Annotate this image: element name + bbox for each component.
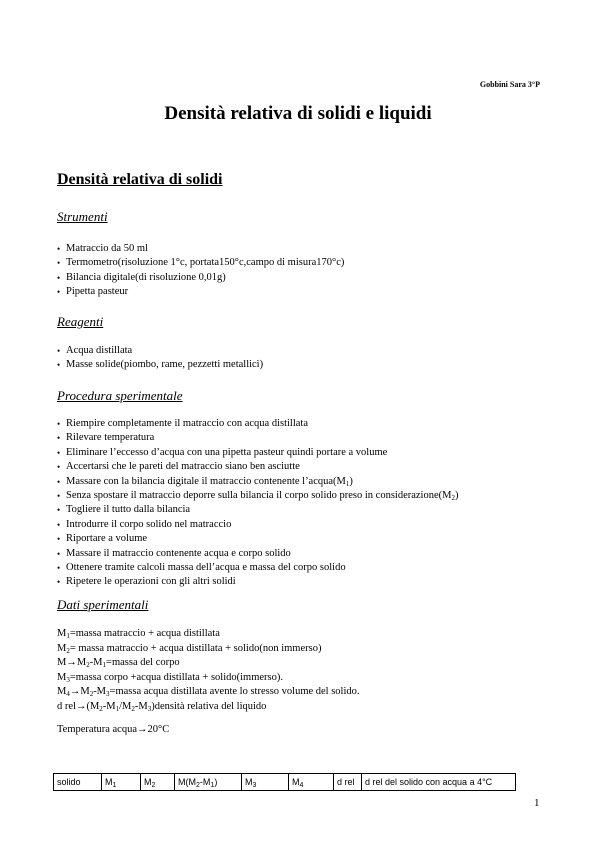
table-header-row: [54, 774, 516, 791]
list-item: • Eliminare l’eccesso d’acqua con una pipetta pasteur quindi portare a volume: [57, 446, 458, 460]
temperature-line: Temperatura acqua→20°C: [57, 724, 170, 735]
list-item: • Massare con la bilancia digitale il matraccio contenente $l’acqua(M_1)$: [57, 475, 458, 489]
table-header: $M(M_2-M_1)$: [175, 774, 242, 791]
reagenti-list: [57, 344, 263, 373]
page-number: 1: [534, 797, 540, 809]
table-header: d rel del solido con acqua a 4°C: [362, 774, 516, 791]
dati-line: $M_1=massa$ matraccio + acqua distillata: [57, 628, 220, 640]
list-item: • Matraccio da 50 ml: [57, 242, 344, 256]
dati-line: $M_3=massa$ corpo +acqua distillata + solido(immerso).: [57, 671, 283, 684]
table-header: $M_2$: [141, 774, 175, 791]
author-label: Gobbini Sara 3°P: [479, 80, 540, 89]
list-item: • Introdurre il corpo solido nel matraccio: [57, 518, 458, 532]
dati-line: $M_2=$ massa matraccio + acqua distillata + solido(non immerso): [57, 642, 322, 655]
section-title: Densità relativa di solidi: [57, 171, 223, 188]
list-item: • Termometro(risoluzione 1°c, portata150°c,campo di misura170°c): [57, 256, 344, 270]
list-item: • Accertarsi che le pareti del matraccio siano ben asciutte: [57, 460, 458, 474]
procedura-list: [57, 417, 458, 590]
strumenti-list: [57, 242, 344, 300]
list-item: • Bilancia digitale(di risoluzione 0,01g): [57, 271, 344, 285]
table-header: $M_4$: [289, 774, 334, 791]
dati-line: $M_4\to M_2-M_3=massa$ acqua distillata avente lo stresso volume del solido.: [57, 686, 360, 698]
list-item: • Rilevare temperatura: [57, 431, 458, 445]
list-item: • Masse solide(piombo, rame, pezzetti metallici): [57, 358, 263, 372]
data-table: [53, 773, 516, 791]
list-item: • Riempire completamente il matraccio con acqua distillata: [57, 417, 458, 431]
dati-line: d $rel\to(M_2-M_1/M_2-M_3)densità$ relativa del liquido: [57, 700, 267, 713]
table-header: d rel: [334, 774, 362, 791]
list-item: • Togliere il tutto dalla bilancia: [57, 503, 458, 517]
dati-line: $M\to M_2-M_1=massa$ del corpo: [57, 657, 180, 669]
list-item: • Senza spostare il matraccio deporre sulla bilancia il corpo solido preso in $considerazione(M_2)$: [57, 489, 458, 503]
list-item: • Acqua distillata: [57, 344, 263, 358]
document-title: Densità relativa di solidi e liquidi: [164, 103, 432, 124]
reagenti-heading: Reagenti: [57, 314, 104, 329]
strumenti-heading: Strumenti: [57, 209, 108, 224]
list-item: • Ripetere le operazioni con gli altri solidi: [57, 575, 458, 589]
dati-lines: [57, 627, 360, 714]
list-item: • Massare il matraccio contenente acqua e corpo solido: [57, 547, 458, 561]
table-header: $M_3$: [242, 774, 289, 791]
table-header: $M_1$: [102, 774, 141, 791]
list-item: • Ottenere tramite calcoli massa dell’acqua e massa del corpo solido: [57, 561, 458, 575]
list-item: • Pipetta pasteur: [57, 285, 344, 299]
procedura-heading: Procedura sperimentale: [57, 388, 183, 403]
list-item: • Riportare a volume: [57, 532, 458, 546]
dati-heading: Dati sperimentali: [57, 597, 149, 612]
table-header: solido: [54, 774, 102, 791]
